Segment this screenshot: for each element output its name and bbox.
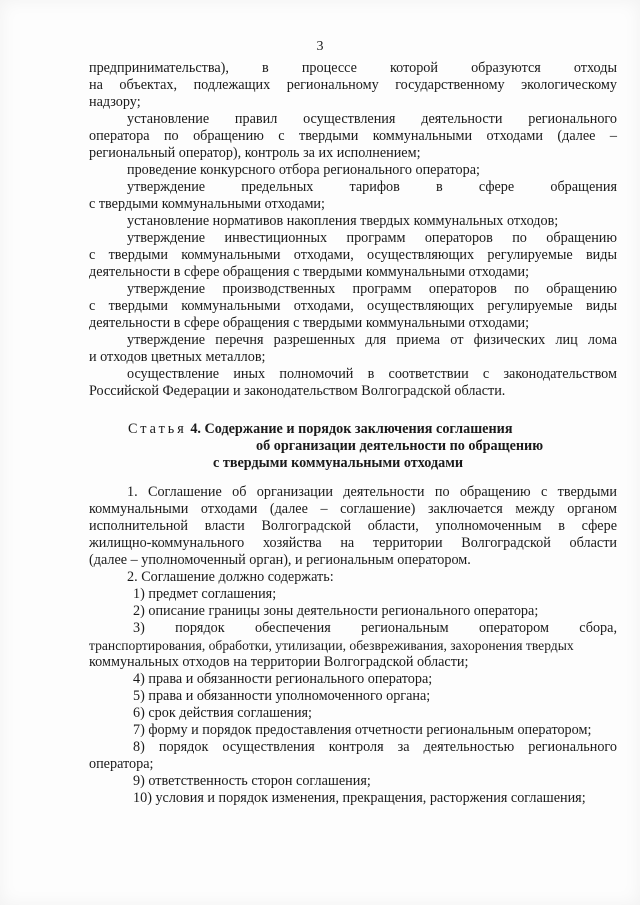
text-line: деятельности в сфере обращения с твердыми коммунальными отходами;	[89, 315, 530, 331]
list-item: 2) описание границы зоны деятельности регионального оператора;	[133, 603, 539, 619]
list-item: 1) предмет соглашения;	[133, 586, 277, 602]
text-line: транспортирования, обработки, утилизации, обезвреживания, захоронения твердых	[89, 638, 574, 653]
article-title-line: об организации деятельности по обращению	[256, 438, 544, 454]
powers-list	[89, 60, 617, 400]
text-line: оператора;	[89, 756, 154, 772]
text-line: коммунальными отходами (далее – соглашение) заключается между органом	[89, 501, 617, 517]
text-line: с твердыми коммунальными отходами, осуществляющих регулируемые виды	[89, 298, 617, 314]
list-item: 5) права и обязанности уполномоченного органа;	[133, 688, 431, 704]
page-number: 3	[316, 39, 324, 54]
text-line: 1. Соглашение об организации деятельности по обращению с твердыми	[127, 484, 617, 500]
text-line: исполнительной власти Волгоградской области, уполномоченным в сфере	[89, 518, 617, 534]
article-label: Статья	[128, 421, 187, 437]
text-line: оператора по обращению с твердыми коммунальными отходами (далее –	[89, 128, 617, 144]
text-line: утверждение производственных программ операторов по обращению	[127, 281, 617, 297]
text-line: региональный оператор), контроль за их исполнением;	[89, 145, 421, 161]
article-title-line: с твердыми коммунальными отходами	[213, 455, 464, 471]
text-line: осуществление иных полномочий в соответствии с законодательством	[127, 366, 617, 382]
text-line: с твердыми коммунальными отходами, осуществляющих регулируемые виды	[89, 247, 617, 263]
agreement-section	[89, 484, 617, 807]
text-line: 2. Соглашение должно содержать:	[127, 569, 334, 585]
list-item: 4) права и обязанности регионального оператора;	[133, 671, 433, 687]
text-line: деятельности в сфере обращения с твердыми коммунальными отходами;	[89, 264, 530, 280]
text-line: предпринимательства), в процессе которой образуются отходы	[89, 60, 617, 76]
text-line: надзору;	[89, 94, 141, 110]
list-item: 3) порядок обеспечения региональным оператором сбора,	[133, 620, 617, 636]
text-line: и отходов цветных металлов;	[89, 349, 266, 365]
text-line: на объектах, подлежащих региональному государственному экологическому	[89, 77, 617, 93]
list-item: 8) порядок осуществления контроля за деятельностью регионального	[133, 739, 617, 755]
text-line: утверждение перечня разрешенных для приема от физических лиц лома	[127, 332, 617, 348]
text-line: Российской Федерации и законодательством Волгоградской области.	[89, 383, 506, 399]
list-item: 6) срок действия соглашения;	[133, 705, 312, 721]
text-line: установление нормативов накопления твердых коммунальных отходов;	[127, 213, 559, 229]
list-item: 7) форму и порядок предоставления отчетности региональным оператором;	[133, 722, 592, 738]
article-heading	[128, 421, 588, 472]
list-item: 9) ответственность сторон соглашения;	[133, 773, 371, 789]
text-line: жилищно-коммунального хозяйства на территории Волгоградской области	[89, 535, 617, 551]
text-line: установление правил осуществления деятельности регионального	[127, 111, 617, 127]
text-line: проведение конкурсного отбора регионального оператора;	[127, 162, 480, 178]
article-title-line: 4. Содержание и порядок заключения соглашения	[190, 421, 513, 437]
text-line: с твердыми коммунальными отходами;	[89, 196, 325, 212]
text-line: коммунальных отходов на территории Волгоградской области;	[89, 654, 469, 670]
text-line: утверждение инвестиционных программ операторов по обращению	[127, 230, 617, 246]
text-line: (далее – уполномоченный орган), и региональным оператором.	[89, 552, 471, 568]
text-line: утверждение предельных тарифов в сфере обращения	[127, 179, 617, 195]
list-item: 10) условия и порядок изменения, прекращения, расторжения соглашения;	[133, 790, 586, 806]
